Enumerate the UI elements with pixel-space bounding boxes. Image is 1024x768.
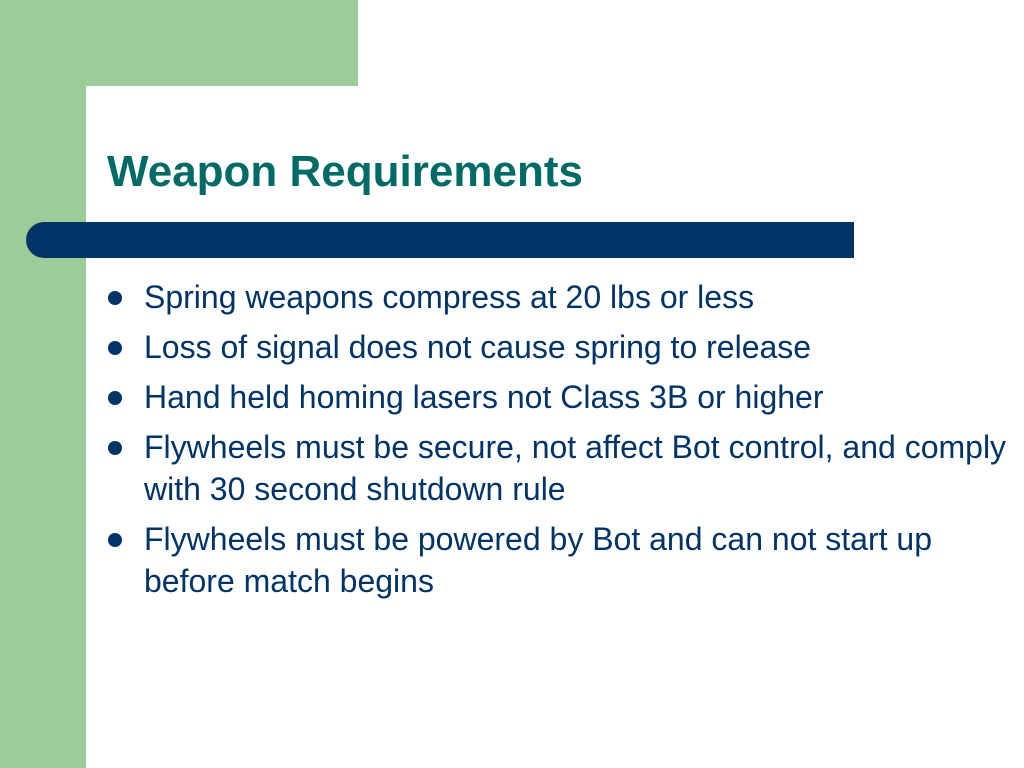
bullet-dot-icon	[108, 341, 122, 355]
green-top-block	[0, 0, 358, 86]
bullet-text: Loss of signal does not cause spring to release	[144, 329, 812, 365]
bullet-list	[102, 276, 1014, 610]
bullet-text: Spring weapons compress at 20 lbs or less	[144, 279, 755, 315]
bullet-item	[102, 376, 1014, 418]
bullet-item	[102, 326, 1014, 368]
bullet-text: Hand held homing lasers not Class 3B or higher	[144, 379, 824, 415]
bullet-dot-icon	[108, 441, 122, 455]
title-rule-bar	[26, 222, 854, 258]
bullet-text: Flywheels must be powered by Bot and can not start up before match begins	[144, 521, 932, 599]
green-side-bar	[0, 0, 86, 768]
bullet-dot-icon	[108, 291, 122, 305]
bullet-item	[102, 276, 1014, 318]
bullet-item	[102, 518, 1014, 602]
slide-title: Weapon Requirements	[107, 147, 583, 196]
bullet-text: Flywheels must be secure, not affect Bot control, and comply with 30 second shutdown rule	[144, 429, 1007, 507]
bullet-dot-icon	[108, 391, 122, 405]
bullet-item	[102, 426, 1014, 510]
bullet-dot-icon	[108, 533, 122, 547]
